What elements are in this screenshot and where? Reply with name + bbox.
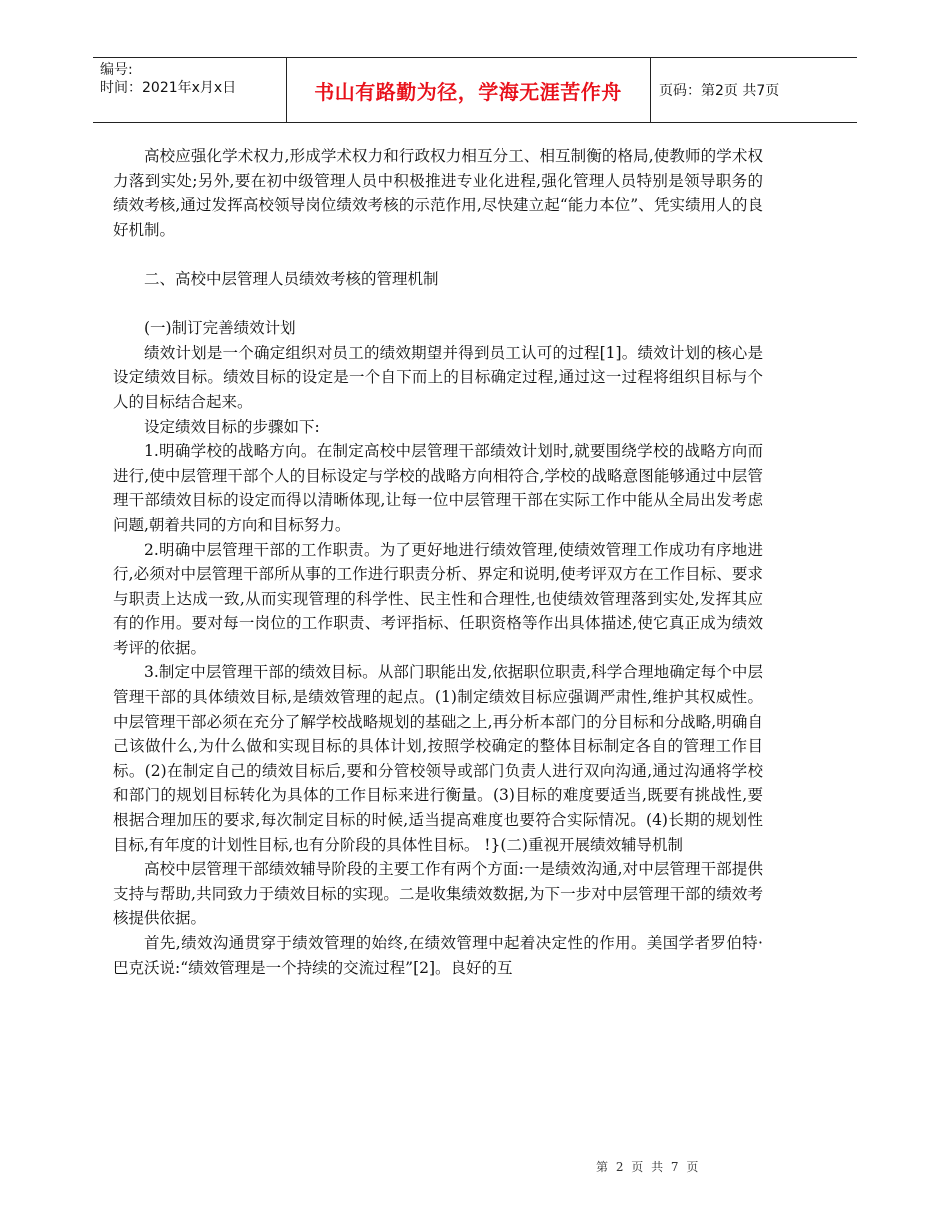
body-paragraph: 1.明确学校的战略方向。在制定高校中层管理干部绩效计划时,就要围绕学校的战略方向而进行,使中层管理干部个人的目标设定与学校的战略方向相符合,学校的战略意图能够通过中层管理干部绩效目标的设定而得以清晰体现,让每一位中层管理干部在实际工作中能从全局出发考虑问题,朝着共同的方向和目标努力。: [113, 442, 763, 534]
body-paragraph: 高校应强化学术权力,形成学术权力和行政权力相互分工、相互制衡的格局,使教师的学术权力落到实处;另外,要在初中级管理人员中积极推进专业化进程,强化管理人员特别是领导职务的绩效考核,通过发挥高校领导岗位绩效考核的示范作用,尽快建立起“能力本位”、凭实绩用人的良好机制。: [113, 147, 763, 239]
footer-page-number: 第 2 页 共 7 页: [596, 1160, 701, 1174]
body-paragraph: 2.明确中层管理干部的工作职责。为了更好地进行绩效管理,使绩效管理工作成功有序地进行,必须对中层管理干部所从事的工作进行职责分析、界定和说明,使考评双方在工作目标、要求与职责上达成一致,从而实现管理的科学性、民主性和合理性,也使绩效管理落到实处,发挥其应有的作用。要对每一岗位的工作职责、考评指标、任职资格等作出具体描述,使它真正成为绩效考评的依据。: [113, 540, 763, 657]
body-paragraph: 高校中层管理干部绩效辅导阶段的主要工作有两个方面:一是绩效沟通,对中层管理干部提供支持与帮助,共同致力于绩效目标的实现。二是收集绩效数据,为下一步对中层管理干部的绩效考核提供依据。: [113, 860, 763, 928]
body-paragraph: 3.制定中层管理干部的绩效目标。从部门职能出发,依据职位职责,科学合理地确定每个中层管理干部的具体绩效目标,是绩效管理的起点。(1)制定绩效目标应强调严肃性,维护其权威性。中层管理干部必须在充分了解学校战略规划的基础之上,再分析本部门的分目标和分战略,明确自己该做什么,为什么做和实现目标的具体计划,按照学校确定的整体目标制定各自的管理工作目标。(2)在制定自己的绩效目标后,要和分管校领导或部门负责人进行双向沟通,通过沟通将学校和部门的规划目标转化为具体的工作目标来进行衡量。(3)目标的难度要适当,既要有挑战性,要根据合理加压的要求,每次制定目标的时候,适当提高难度也要符合实际情况。(4)长期的规划性目标,有年度的计划性目标,也有分阶段的具体性目标。 !}(二)重视开展绩效辅导机制: [113, 663, 763, 854]
body-paragraph: 首先,绩效沟通贯穿于绩效管理的始终,在绩效管理中起着决定性的作用。美国学者罗伯特·巴克沃说:“绩效管理是一个持续的交流过程”[2]。良好的互: [113, 934, 763, 977]
body-paragraph: 设定绩效目标的步骤如下:: [144, 417, 320, 436]
section-heading: 二、高校中层管理人员绩效考核的管理机制: [144, 269, 439, 288]
header-page-info: 页码：第2页 共7页: [650, 58, 857, 122]
body-paragraph: 绩效计划是一个确定组织对员工的绩效期望并得到员工认可的过程[1]。绩效计划的核心是设定绩效目标。绩效目标的设定是一个自下而上的目标确定过程,通过这一过程将组织目标与个人的目标结合起来。: [113, 343, 763, 411]
document-date: 时间：2021年x月x日: [100, 80, 237, 96]
subsection-heading: (一)制订完善绩效计划: [144, 319, 296, 338]
header-motto: 书山有路勤为径，学海无涯苦作舟: [314, 79, 622, 104]
page-header: [93, 57, 857, 123]
document-number-label: 编号:: [100, 62, 133, 78]
header-meta-cell: [93, 58, 287, 122]
document-body: [113, 144, 763, 980]
